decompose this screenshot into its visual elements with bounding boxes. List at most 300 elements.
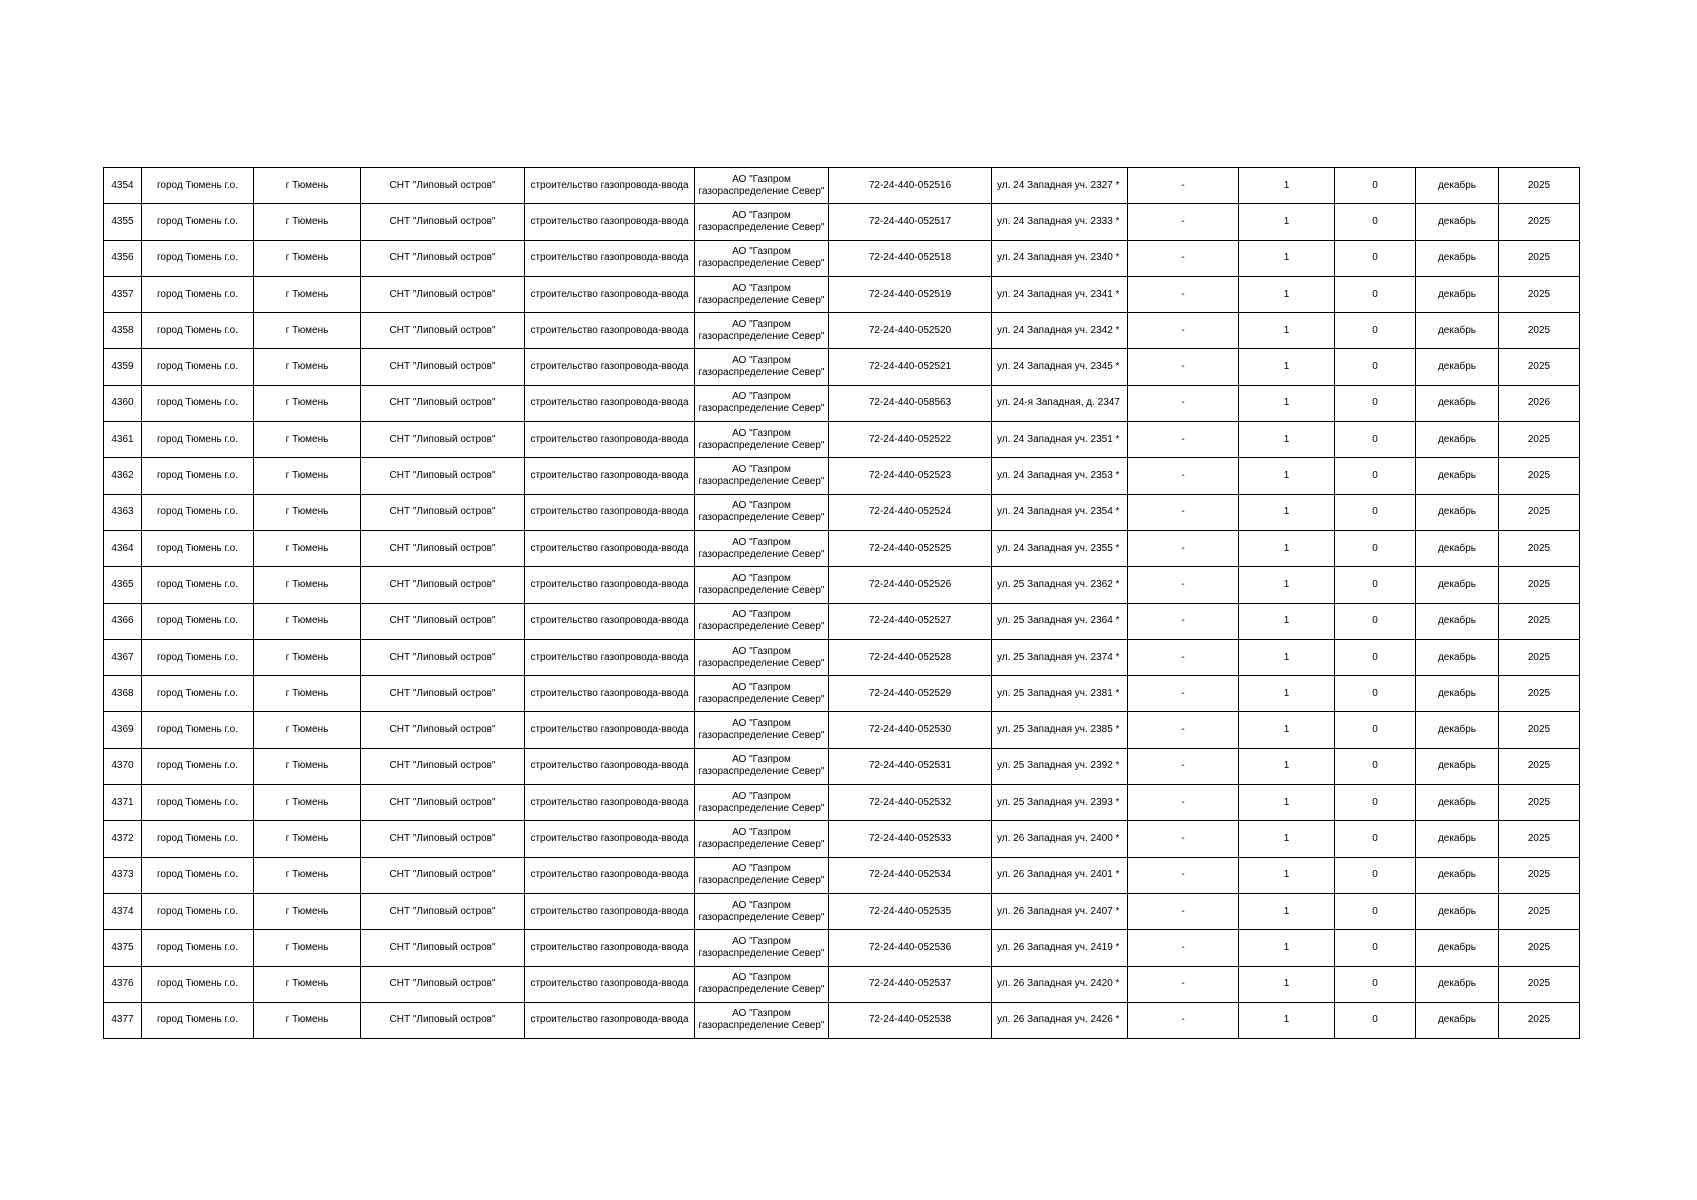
row-number-cell: 4375 bbox=[104, 930, 142, 966]
year-cell: 2025 bbox=[1499, 240, 1580, 276]
zero-value-cell: 0 bbox=[1335, 530, 1416, 566]
snt-cell: СНТ "Липовый остров" bbox=[361, 385, 525, 421]
organization-cell bbox=[695, 313, 829, 349]
work-type-cell: строительство газопровода-ввода bbox=[525, 639, 695, 675]
snt-cell: СНТ "Липовый остров" bbox=[361, 530, 525, 566]
month-cell: декабрь bbox=[1416, 1002, 1499, 1038]
organization-line-1: АО "Газпром bbox=[732, 355, 791, 367]
dash-cell: - bbox=[1128, 893, 1239, 929]
object-code-cell: 72-24-440-052528 bbox=[829, 639, 992, 675]
district-cell: город Тюмень г.о. bbox=[142, 276, 254, 312]
year-cell: 2025 bbox=[1499, 603, 1580, 639]
zero-value-cell: 0 bbox=[1335, 168, 1416, 204]
address-cell: ул. 26 Западная уч. 2426 * bbox=[992, 1002, 1128, 1038]
year-cell: 2025 bbox=[1499, 204, 1580, 240]
month-cell: декабрь bbox=[1416, 821, 1499, 857]
city-cell: г Тюмень bbox=[254, 567, 361, 603]
month-cell: декабрь bbox=[1416, 530, 1499, 566]
dash-cell: - bbox=[1128, 567, 1239, 603]
quantity-cell: 1 bbox=[1239, 748, 1335, 784]
year-cell: 2025 bbox=[1499, 1002, 1580, 1038]
table-row bbox=[104, 276, 1580, 312]
snt-cell: СНТ "Липовый остров" bbox=[361, 276, 525, 312]
table-row bbox=[104, 494, 1580, 530]
address-cell: ул. 25 Западная уч. 2374 * bbox=[992, 639, 1128, 675]
row-number-cell: 4367 bbox=[104, 639, 142, 675]
organization-line-1: АО "Газпром bbox=[732, 935, 791, 947]
organization-cell bbox=[695, 712, 829, 748]
month-cell: декабрь bbox=[1416, 276, 1499, 312]
object-code-cell: 72-24-440-052533 bbox=[829, 821, 992, 857]
organization-line-2: газораспределение Север" bbox=[698, 657, 825, 669]
month-cell: декабрь bbox=[1416, 494, 1499, 530]
city-cell: г Тюмень bbox=[254, 385, 361, 421]
organization-line-1: АО "Газпром bbox=[732, 464, 791, 476]
district-cell: город Тюмень г.о. bbox=[142, 168, 254, 204]
work-type-cell: строительство газопровода-ввода bbox=[525, 385, 695, 421]
organization-line-2: газораспределение Север" bbox=[698, 911, 825, 923]
month-cell: декабрь bbox=[1416, 639, 1499, 675]
organization-cell bbox=[695, 494, 829, 530]
organization-cell bbox=[695, 930, 829, 966]
object-code-cell: 72-24-440-052527 bbox=[829, 603, 992, 639]
zero-value-cell: 0 bbox=[1335, 785, 1416, 821]
object-code-cell: 72-24-440-052524 bbox=[829, 494, 992, 530]
quantity-cell: 1 bbox=[1239, 422, 1335, 458]
address-cell: ул. 24 Западная уч. 2345 * bbox=[992, 349, 1128, 385]
city-cell: г Тюмень bbox=[254, 639, 361, 675]
quantity-cell: 1 bbox=[1239, 494, 1335, 530]
organization-cell bbox=[695, 204, 829, 240]
quantity-cell: 1 bbox=[1239, 240, 1335, 276]
table-row bbox=[104, 204, 1580, 240]
zero-value-cell: 0 bbox=[1335, 748, 1416, 784]
city-cell: г Тюмень bbox=[254, 712, 361, 748]
row-number-cell: 4372 bbox=[104, 821, 142, 857]
quantity-cell: 1 bbox=[1239, 385, 1335, 421]
year-cell: 2026 bbox=[1499, 385, 1580, 421]
address-cell: ул. 26 Западная уч. 2401 * bbox=[992, 857, 1128, 893]
year-cell: 2025 bbox=[1499, 422, 1580, 458]
district-cell: город Тюмень г.о. bbox=[142, 712, 254, 748]
snt-cell: СНТ "Липовый остров" bbox=[361, 204, 525, 240]
dash-cell: - bbox=[1128, 748, 1239, 784]
month-cell: декабрь bbox=[1416, 603, 1499, 639]
row-number-cell: 4358 bbox=[104, 313, 142, 349]
quantity-cell: 1 bbox=[1239, 821, 1335, 857]
district-cell: город Тюмень г.о. bbox=[142, 494, 254, 530]
work-type-cell: строительство газопровода-ввода bbox=[525, 276, 695, 312]
year-cell: 2025 bbox=[1499, 313, 1580, 349]
district-cell: город Тюмень г.о. bbox=[142, 385, 254, 421]
dash-cell: - bbox=[1128, 385, 1239, 421]
row-number-cell: 4357 bbox=[104, 276, 142, 312]
dash-cell: - bbox=[1128, 603, 1239, 639]
month-cell: декабрь bbox=[1416, 240, 1499, 276]
object-code-cell: 72-24-440-052530 bbox=[829, 712, 992, 748]
organization-line-1: АО "Газпром bbox=[732, 173, 791, 185]
quantity-cell: 1 bbox=[1239, 785, 1335, 821]
organization-line-1: АО "Газпром bbox=[732, 826, 791, 838]
table-row bbox=[104, 639, 1580, 675]
month-cell: декабрь bbox=[1416, 930, 1499, 966]
object-code-cell: 72-24-440-052532 bbox=[829, 785, 992, 821]
work-type-cell: строительство газопровода-ввода bbox=[525, 168, 695, 204]
zero-value-cell: 0 bbox=[1335, 966, 1416, 1002]
year-cell: 2025 bbox=[1499, 712, 1580, 748]
organization-cell bbox=[695, 168, 829, 204]
row-number-cell: 4373 bbox=[104, 857, 142, 893]
work-type-cell: строительство газопровода-ввода bbox=[525, 821, 695, 857]
object-code-cell: 72-24-440-052516 bbox=[829, 168, 992, 204]
row-number-cell: 4363 bbox=[104, 494, 142, 530]
district-cell: город Тюмень г.о. bbox=[142, 313, 254, 349]
organization-line-1: АО "Газпром bbox=[732, 1008, 791, 1020]
object-code-cell: 72-24-440-052535 bbox=[829, 893, 992, 929]
organization-line-2: газораспределение Север" bbox=[698, 693, 825, 705]
object-code-cell: 72-24-440-052523 bbox=[829, 458, 992, 494]
row-number-cell: 4366 bbox=[104, 603, 142, 639]
year-cell: 2025 bbox=[1499, 494, 1580, 530]
row-number-cell: 4369 bbox=[104, 712, 142, 748]
work-type-cell: строительство газопровода-ввода bbox=[525, 785, 695, 821]
dash-cell: - bbox=[1128, 276, 1239, 312]
object-code-cell: 72-24-440-052522 bbox=[829, 422, 992, 458]
dash-cell: - bbox=[1128, 313, 1239, 349]
dash-cell: - bbox=[1128, 821, 1239, 857]
year-cell: 2025 bbox=[1499, 893, 1580, 929]
zero-value-cell: 0 bbox=[1335, 349, 1416, 385]
row-number-cell: 4360 bbox=[104, 385, 142, 421]
zero-value-cell: 0 bbox=[1335, 821, 1416, 857]
city-cell: г Тюмень bbox=[254, 1002, 361, 1038]
organization-line-1: АО "Газпром bbox=[732, 718, 791, 730]
row-number-cell: 4359 bbox=[104, 349, 142, 385]
organization-cell bbox=[695, 966, 829, 1002]
quantity-cell: 1 bbox=[1239, 893, 1335, 929]
organization-line-1: АО "Газпром bbox=[732, 572, 791, 584]
address-cell: ул. 24 Западная уч. 2351 * bbox=[992, 422, 1128, 458]
snt-cell: СНТ "Липовый остров" bbox=[361, 639, 525, 675]
district-cell: город Тюмень г.о. bbox=[142, 567, 254, 603]
city-cell: г Тюмень bbox=[254, 930, 361, 966]
quantity-cell: 1 bbox=[1239, 567, 1335, 603]
work-type-cell: строительство газопровода-ввода bbox=[525, 966, 695, 1002]
table-row bbox=[104, 240, 1580, 276]
table-row bbox=[104, 567, 1580, 603]
object-code-cell: 72-24-440-052536 bbox=[829, 930, 992, 966]
organization-line-1: АО "Газпром bbox=[732, 391, 791, 403]
city-cell: г Тюмень bbox=[254, 204, 361, 240]
year-cell: 2025 bbox=[1499, 785, 1580, 821]
object-code-cell: 72-24-440-052520 bbox=[829, 313, 992, 349]
snt-cell: СНТ "Липовый остров" bbox=[361, 1002, 525, 1038]
row-number-cell: 4364 bbox=[104, 530, 142, 566]
table-row bbox=[104, 1002, 1580, 1038]
city-cell: г Тюмень bbox=[254, 458, 361, 494]
organization-line-2: газораспределение Север" bbox=[698, 221, 825, 233]
district-cell: город Тюмень г.о. bbox=[142, 966, 254, 1002]
organization-line-2: газораспределение Север" bbox=[698, 476, 825, 488]
address-cell: ул. 24-я Западная, д. 2347 bbox=[992, 385, 1128, 421]
object-code-cell: 72-24-440-052525 bbox=[829, 530, 992, 566]
year-cell: 2025 bbox=[1499, 168, 1580, 204]
table-row bbox=[104, 821, 1580, 857]
row-number-cell: 4365 bbox=[104, 567, 142, 603]
city-cell: г Тюмень bbox=[254, 966, 361, 1002]
year-cell: 2025 bbox=[1499, 276, 1580, 312]
address-cell: ул. 25 Западная уч. 2393 * bbox=[992, 785, 1128, 821]
city-cell: г Тюмень bbox=[254, 349, 361, 385]
city-cell: г Тюмень bbox=[254, 313, 361, 349]
object-code-cell: 72-24-440-052526 bbox=[829, 567, 992, 603]
city-cell: г Тюмень bbox=[254, 603, 361, 639]
organization-line-1: АО "Газпром bbox=[732, 209, 791, 221]
snt-cell: СНТ "Липовый остров" bbox=[361, 966, 525, 1002]
district-cell: город Тюмень г.о. bbox=[142, 857, 254, 893]
dash-cell: - bbox=[1128, 204, 1239, 240]
work-type-cell: строительство газопровода-ввода bbox=[525, 857, 695, 893]
work-type-cell: строительство газопровода-ввода bbox=[525, 712, 695, 748]
district-cell: город Тюмень г.о. bbox=[142, 821, 254, 857]
quantity-cell: 1 bbox=[1239, 204, 1335, 240]
organization-cell bbox=[695, 893, 829, 929]
dash-cell: - bbox=[1128, 458, 1239, 494]
organization-cell bbox=[695, 349, 829, 385]
dash-cell: - bbox=[1128, 168, 1239, 204]
city-cell: г Тюмень bbox=[254, 893, 361, 929]
address-cell: ул. 24 Западная уч. 2353 * bbox=[992, 458, 1128, 494]
row-number-cell: 4356 bbox=[104, 240, 142, 276]
year-cell: 2025 bbox=[1499, 530, 1580, 566]
quantity-cell: 1 bbox=[1239, 1002, 1335, 1038]
city-cell: г Тюмень bbox=[254, 748, 361, 784]
table-row bbox=[104, 349, 1580, 385]
snt-cell: СНТ "Липовый остров" bbox=[361, 893, 525, 929]
snt-cell: СНТ "Липовый остров" bbox=[361, 930, 525, 966]
snt-cell: СНТ "Липовый остров" bbox=[361, 240, 525, 276]
quantity-cell: 1 bbox=[1239, 276, 1335, 312]
quantity-cell: 1 bbox=[1239, 349, 1335, 385]
object-code-cell: 72-24-440-058563 bbox=[829, 385, 992, 421]
zero-value-cell: 0 bbox=[1335, 458, 1416, 494]
organization-line-2: газораспределение Север" bbox=[698, 439, 825, 451]
object-code-cell: 72-24-440-052518 bbox=[829, 240, 992, 276]
organization-line-2: газораспределение Север" bbox=[698, 621, 825, 633]
year-cell: 2025 bbox=[1499, 349, 1580, 385]
object-code-cell: 72-24-440-052534 bbox=[829, 857, 992, 893]
organization-cell bbox=[695, 676, 829, 712]
address-cell: ул. 24 Западная уч. 2354 * bbox=[992, 494, 1128, 530]
snt-cell: СНТ "Липовый остров" bbox=[361, 676, 525, 712]
organization-line-2: газораспределение Север" bbox=[698, 548, 825, 560]
zero-value-cell: 0 bbox=[1335, 857, 1416, 893]
address-cell: ул. 25 Западная уч. 2392 * bbox=[992, 748, 1128, 784]
work-type-cell: строительство газопровода-ввода bbox=[525, 422, 695, 458]
zero-value-cell: 0 bbox=[1335, 1002, 1416, 1038]
month-cell: декабрь bbox=[1416, 204, 1499, 240]
zero-value-cell: 0 bbox=[1335, 276, 1416, 312]
work-type-cell: строительство газопровода-ввода bbox=[525, 204, 695, 240]
zero-value-cell: 0 bbox=[1335, 893, 1416, 929]
snt-cell: СНТ "Липовый остров" bbox=[361, 603, 525, 639]
organization-cell bbox=[695, 857, 829, 893]
zero-value-cell: 0 bbox=[1335, 930, 1416, 966]
district-cell: город Тюмень г.о. bbox=[142, 240, 254, 276]
object-code-cell: 72-24-440-052517 bbox=[829, 204, 992, 240]
table-row bbox=[104, 966, 1580, 1002]
organization-line-1: АО "Газпром bbox=[732, 645, 791, 657]
address-cell: ул. 25 Западная уч. 2385 * bbox=[992, 712, 1128, 748]
year-cell: 2025 bbox=[1499, 639, 1580, 675]
city-cell: г Тюмень bbox=[254, 422, 361, 458]
district-cell: город Тюмень г.о. bbox=[142, 458, 254, 494]
month-cell: декабрь bbox=[1416, 313, 1499, 349]
year-cell: 2025 bbox=[1499, 676, 1580, 712]
dash-cell: - bbox=[1128, 494, 1239, 530]
month-cell: декабрь bbox=[1416, 748, 1499, 784]
city-cell: г Тюмень bbox=[254, 530, 361, 566]
month-cell: декабрь bbox=[1416, 712, 1499, 748]
table-row bbox=[104, 748, 1580, 784]
zero-value-cell: 0 bbox=[1335, 639, 1416, 675]
object-code-cell: 72-24-440-052529 bbox=[829, 676, 992, 712]
table-row bbox=[104, 857, 1580, 893]
row-number-cell: 4376 bbox=[104, 966, 142, 1002]
month-cell: декабрь bbox=[1416, 422, 1499, 458]
snt-cell: СНТ "Липовый остров" bbox=[361, 821, 525, 857]
organization-line-1: АО "Газпром bbox=[732, 754, 791, 766]
dash-cell: - bbox=[1128, 857, 1239, 893]
snt-cell: СНТ "Липовый остров" bbox=[361, 494, 525, 530]
organization-line-2: газораспределение Север" bbox=[698, 294, 825, 306]
month-cell: декабрь bbox=[1416, 567, 1499, 603]
work-type-cell: строительство газопровода-ввода bbox=[525, 530, 695, 566]
snt-cell: СНТ "Липовый остров" bbox=[361, 567, 525, 603]
district-cell: город Тюмень г.о. bbox=[142, 748, 254, 784]
organization-cell bbox=[695, 240, 829, 276]
table-row bbox=[104, 385, 1580, 421]
address-cell: ул. 24 Западная уч. 2341 * bbox=[992, 276, 1128, 312]
organization-line-2: газораспределение Север" bbox=[698, 258, 825, 270]
district-cell: город Тюмень г.о. bbox=[142, 1002, 254, 1038]
table-row bbox=[104, 712, 1580, 748]
year-cell: 2025 bbox=[1499, 567, 1580, 603]
city-cell: г Тюмень bbox=[254, 821, 361, 857]
organization-line-1: АО "Газпром bbox=[732, 246, 791, 258]
row-number-cell: 4370 bbox=[104, 748, 142, 784]
work-type-cell: строительство газопровода-ввода bbox=[525, 748, 695, 784]
table-body bbox=[104, 168, 1580, 1039]
organization-line-1: АО "Газпром bbox=[732, 427, 791, 439]
organization-line-2: газораспределение Север" bbox=[698, 330, 825, 342]
district-cell: город Тюмень г.о. bbox=[142, 349, 254, 385]
organization-line-1: АО "Газпром bbox=[732, 972, 791, 984]
snt-cell: СНТ "Липовый остров" bbox=[361, 785, 525, 821]
organization-line-2: газораспределение Север" bbox=[698, 584, 825, 596]
year-cell: 2025 bbox=[1499, 821, 1580, 857]
organization-line-1: АО "Газпром bbox=[732, 609, 791, 621]
dash-cell: - bbox=[1128, 530, 1239, 566]
city-cell: г Тюмень bbox=[254, 857, 361, 893]
work-type-cell: строительство газопровода-ввода bbox=[525, 676, 695, 712]
row-number-cell: 4362 bbox=[104, 458, 142, 494]
district-cell: город Тюмень г.о. bbox=[142, 204, 254, 240]
address-cell: ул. 24 Западная уч. 2355 * bbox=[992, 530, 1128, 566]
organization-line-2: газораспределение Север" bbox=[698, 766, 825, 778]
organization-line-2: газораспределение Север" bbox=[698, 185, 825, 197]
organization-cell bbox=[695, 276, 829, 312]
district-cell: город Тюмень г.о. bbox=[142, 639, 254, 675]
month-cell: декабрь bbox=[1416, 168, 1499, 204]
address-cell: ул. 24 Западная уч. 2333 * bbox=[992, 204, 1128, 240]
district-cell: город Тюмень г.о. bbox=[142, 930, 254, 966]
zero-value-cell: 0 bbox=[1335, 567, 1416, 603]
organization-line-2: газораспределение Север" bbox=[698, 367, 825, 379]
organization-line-1: АО "Газпром bbox=[732, 681, 791, 693]
address-cell: ул. 24 Западная уч. 2340 * bbox=[992, 240, 1128, 276]
organization-line-2: газораспределение Север" bbox=[698, 1020, 825, 1032]
city-cell: г Тюмень bbox=[254, 276, 361, 312]
quantity-cell: 1 bbox=[1239, 857, 1335, 893]
organization-line-1: АО "Газпром bbox=[732, 863, 791, 875]
organization-cell bbox=[695, 603, 829, 639]
organization-line-2: газораспределение Север" bbox=[698, 875, 825, 887]
year-cell: 2025 bbox=[1499, 748, 1580, 784]
table-row bbox=[104, 676, 1580, 712]
city-cell: г Тюмень bbox=[254, 785, 361, 821]
organization-cell bbox=[695, 748, 829, 784]
organization-line-2: газораспределение Север" bbox=[698, 730, 825, 742]
address-cell: ул. 26 Западная уч. 2419 * bbox=[992, 930, 1128, 966]
organization-line-1: АО "Газпром bbox=[732, 536, 791, 548]
district-cell: город Тюмень г.о. bbox=[142, 676, 254, 712]
district-cell: город Тюмень г.о. bbox=[142, 422, 254, 458]
quantity-cell: 1 bbox=[1239, 639, 1335, 675]
year-cell: 2025 bbox=[1499, 930, 1580, 966]
dash-cell: - bbox=[1128, 639, 1239, 675]
snt-cell: СНТ "Липовый остров" bbox=[361, 349, 525, 385]
address-cell: ул. 26 Западная уч. 2407 * bbox=[992, 893, 1128, 929]
table-row bbox=[104, 785, 1580, 821]
year-cell: 2025 bbox=[1499, 857, 1580, 893]
organization-cell bbox=[695, 1002, 829, 1038]
work-type-cell: строительство газопровода-ввода bbox=[525, 893, 695, 929]
month-cell: декабрь bbox=[1416, 458, 1499, 494]
organization-cell bbox=[695, 821, 829, 857]
table-row bbox=[104, 168, 1580, 204]
month-cell: декабрь bbox=[1416, 349, 1499, 385]
organization-line-1: АО "Газпром bbox=[732, 282, 791, 294]
organization-cell bbox=[695, 422, 829, 458]
row-number-cell: 4354 bbox=[104, 168, 142, 204]
address-cell: ул. 24 Западная уч. 2342 * bbox=[992, 313, 1128, 349]
work-type-cell: строительство газопровода-ввода bbox=[525, 603, 695, 639]
year-cell: 2025 bbox=[1499, 966, 1580, 1002]
organization-line-2: газораспределение Север" bbox=[698, 947, 825, 959]
organization-line-1: АО "Газпром bbox=[732, 790, 791, 802]
city-cell: г Тюмень bbox=[254, 168, 361, 204]
table-row bbox=[104, 603, 1580, 639]
district-cell: город Тюмень г.о. bbox=[142, 893, 254, 929]
organization-cell bbox=[695, 785, 829, 821]
snt-cell: СНТ "Липовый остров" bbox=[361, 422, 525, 458]
row-number-cell: 4377 bbox=[104, 1002, 142, 1038]
gasification-schedule-table bbox=[103, 167, 1580, 1039]
organization-cell bbox=[695, 458, 829, 494]
organization-line-2: газораспределение Север" bbox=[698, 838, 825, 850]
zero-value-cell: 0 bbox=[1335, 603, 1416, 639]
